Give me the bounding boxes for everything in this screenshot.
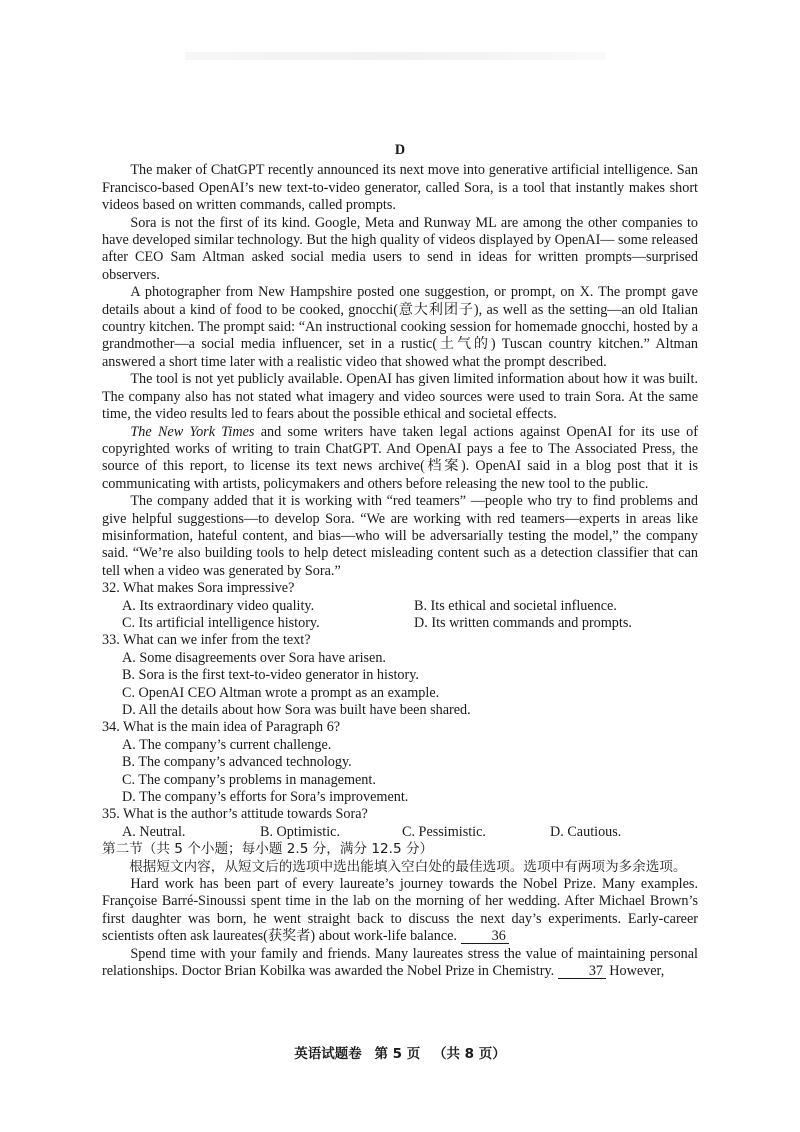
faded-header-remnant [185, 52, 605, 60]
option-33-c: C. OpenAI CEO Altman wrote a prompt as an example. [122, 684, 440, 701]
option-32-a: A. Its extraordinary video quality. [122, 597, 315, 614]
option-32-d: D. Its written commands and prompts. [414, 614, 632, 631]
passage-letter: D [394, 142, 406, 158]
paragraph-5-text: and some writers have taken legal actions against OpenAI for its use of copyrighted works of writing to train ChatGPT. And OpenAI pays a fee to The Associated Press, the source of this report, to license its text news archive(档案). OpenAI said in a blog post that it is communicating with artists, policymakers and others before releasing the new tool to the public. [102, 423, 698, 492]
footer-total-pages: （共 8 页） [432, 1046, 506, 1062]
option-34-a: A. The company’s current challenge. [122, 736, 332, 753]
exam-page [102, 142, 698, 981]
option-35-b: B. Optimistic. [260, 823, 341, 840]
section-2-heading: 第二节（共 5 个小题；每小题 2.5 分，满分 12.5 分） [102, 841, 434, 858]
option-34-d: D. The company’s efforts for Sora’s improvement. [122, 789, 409, 806]
question-35 [102, 806, 698, 841]
question-35-stem: 35. What is the author’s attitude towards Sora? [102, 806, 368, 823]
blank-36[interactable]: 36 [461, 929, 509, 944]
paragraph-6: The company added that it is working with “red teamers” —people who try to find problems and give helpful suggestions—to develop Sora. “We are working with red teamers—experts in areas like misinformation, hateful content, and bias—who will be adversarially testing the model,” the company said. “We’re also building tools to help detect misleading content such as a detection classifier that can tell when a video was generated by Sora.” [102, 493, 698, 579]
cloze-paragraph-2-tail: However, [605, 963, 665, 980]
page-footer [0, 1046, 800, 1063]
question-32 [102, 580, 698, 632]
cloze-paragraph-1 [102, 876, 698, 946]
paragraph-1: The maker of ChatGPT recently announced its next move into generative artificial intelligence. San Francisco-based OpenAI’s new text-to-video generator, called Sora, is a tool that instantly makes short videos based on written commands, called prompts. [102, 162, 698, 214]
newspaper-title: The New York Times [130, 423, 255, 440]
paragraph-2: Sora is not the first of its kind. Google, Meta and Runway ML are among the other companies to have developed similar technology. But the high quality of videos displayed by OpenAI— some released after CEO Sam Altman asked social media users to send in ideas for written prompts—surprised observers. [102, 214, 698, 283]
footer-page-number: 第 5 页 [374, 1046, 421, 1062]
cloze-paragraph-1-text: Hard work has been part of every laureate’s journey towards the Nobel Prize. Many examples. Françoise Barré-Sinoussi spent time in the lab on the morning of her wedding. After Michael Brown’s first daughter was born, he went straight back to discuss the next day’s experiments. Early-career scientists often ask laureates(获奖者) about work-life balance. [102, 876, 698, 945]
question-34 [102, 719, 698, 806]
question-34-stem: 34. What is the main idea of Paragraph 6? [102, 719, 341, 736]
option-35-d: D. Cautious. [550, 823, 622, 840]
paragraph-4: The tool is not yet publicly available. OpenAI has given limited information about how it was built. The company also has not stated what imagery and video sources were used to train Sora. At the same time, the video results led to fears about the possible ethical and societal effects. [102, 371, 698, 423]
question-33 [102, 632, 698, 719]
option-34-c: C. The company’s problems in management. [122, 771, 376, 788]
cloze-paragraph-2 [102, 946, 698, 981]
paragraph-5 [102, 424, 698, 494]
option-33-a: A. Some disagreements over Sora have arisen. [122, 649, 386, 666]
paragraph-3: A photographer from New Hampshire posted one suggestion, or prompt, on X. The prompt gave details about a kind of food to be cooked, gnocchi(意大利团子), as well as the setting—an old Italian country kitchen. The prompt said: “An instructional cooking session for homemade gnocchi, hosted by a grandmother—a social media influencer, set in a rustic(土气的) Tuscan country kitchen.” Altman answered a short time later with a realistic video that showed what the prompt described. [102, 284, 698, 370]
blank-37[interactable]: 37 [558, 964, 606, 979]
footer-title: 英语试题卷 [294, 1046, 362, 1062]
section-2-instruction: 根据短文内容，从短文后的选项中选出能填入空白处的最佳选项。选项中有两项为多余选项。 [129, 858, 687, 875]
question-33-stem: 33. What can we infer from the text? [102, 632, 311, 649]
option-33-d: D. All the details about how Sora was built have been shared. [122, 702, 471, 718]
option-33-b: B. Sora is the first text-to-video generator in history. [122, 667, 419, 684]
option-32-b: B. Its ethical and societal influence. [414, 597, 617, 614]
option-32-c: C. Its artificial intelligence history. [122, 614, 320, 631]
option-35-c: C. Pessimistic. [402, 823, 486, 840]
option-35-a: A. Neutral. [122, 823, 186, 840]
cloze-paragraph-2-text: Spend time with your family and friends. Many laureates stress the value of maintaining personal relationships. Doctor Brian Kobilka was awarded the Nobel Prize in Chemistry. [102, 945, 698, 980]
option-34-b: B. The company’s advanced technology. [122, 754, 352, 771]
question-32-stem: 32. What makes Sora impressive? [102, 580, 295, 597]
